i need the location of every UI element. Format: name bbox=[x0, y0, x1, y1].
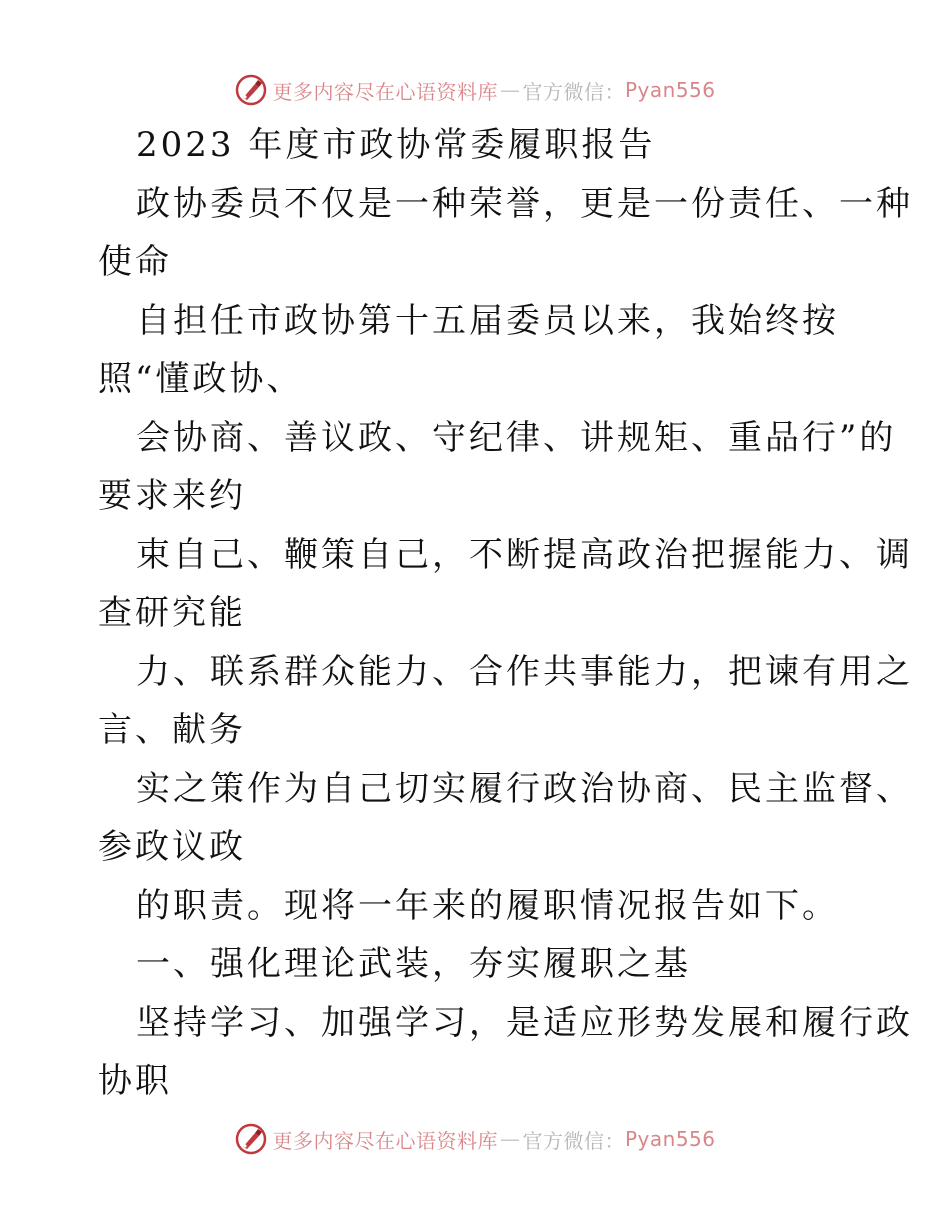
text-line: 束自己、鞭策自己，不断提高政治把握能力、调 bbox=[136, 534, 913, 575]
text-line: 政协委员不仅是一种荣誉，更是一份责任、一种 bbox=[136, 183, 913, 224]
text-line: 力、联系群众能力、合作共事能力，把谏有用之 bbox=[136, 651, 913, 692]
watermark-bottom bbox=[0, 1119, 950, 1159]
watermark-text: 更多内容尽在心语资料库 bbox=[272, 1128, 498, 1153]
pen-logo-icon bbox=[234, 1122, 268, 1156]
watermark-label: 官方微信： bbox=[522, 1128, 625, 1153]
text-line: 言、献务 bbox=[98, 710, 246, 750]
watermark-dash: — bbox=[499, 1127, 521, 1151]
text-line: 实之策作为自己切实履行政治协商、民主监督、 bbox=[136, 768, 913, 809]
text-line: 参政议政 bbox=[98, 827, 246, 867]
watermark-wechat-id: Pyan556 bbox=[624, 78, 716, 102]
text-line: 要求来约 bbox=[98, 476, 246, 516]
watermark-top bbox=[0, 70, 950, 110]
text-line: 协职 bbox=[98, 1061, 172, 1101]
watermark-wechat-id: Pyan556 bbox=[624, 1127, 716, 1151]
document-body bbox=[98, 116, 913, 1111]
watermark-dash: — bbox=[499, 78, 521, 102]
document-title: 2023 年度市政协常委履职报告 bbox=[136, 125, 656, 165]
section-heading: 一、强化理论武装，夯实履职之基 bbox=[136, 944, 691, 984]
text-line: 自担任市政协第十五届委员以来，我始终按 bbox=[136, 300, 839, 341]
watermark-text: 更多内容尽在心语资料库 bbox=[272, 79, 498, 104]
text-line: 使命 bbox=[98, 242, 172, 282]
text-line: 会协商、善议政、守纪律、讲规矩、重品行”的 bbox=[136, 417, 897, 458]
pen-logo-icon bbox=[234, 73, 268, 107]
text-line: 查研究能 bbox=[98, 593, 246, 633]
text-line: 照“懂政协、 bbox=[98, 359, 304, 399]
text-line: 的职责。现将一年来的履职情况报告如下。 bbox=[136, 885, 839, 926]
watermark-label: 官方微信： bbox=[522, 79, 625, 104]
text-line: 坚持学习、加强学习，是适应形势发展和履行政 bbox=[136, 1002, 913, 1043]
